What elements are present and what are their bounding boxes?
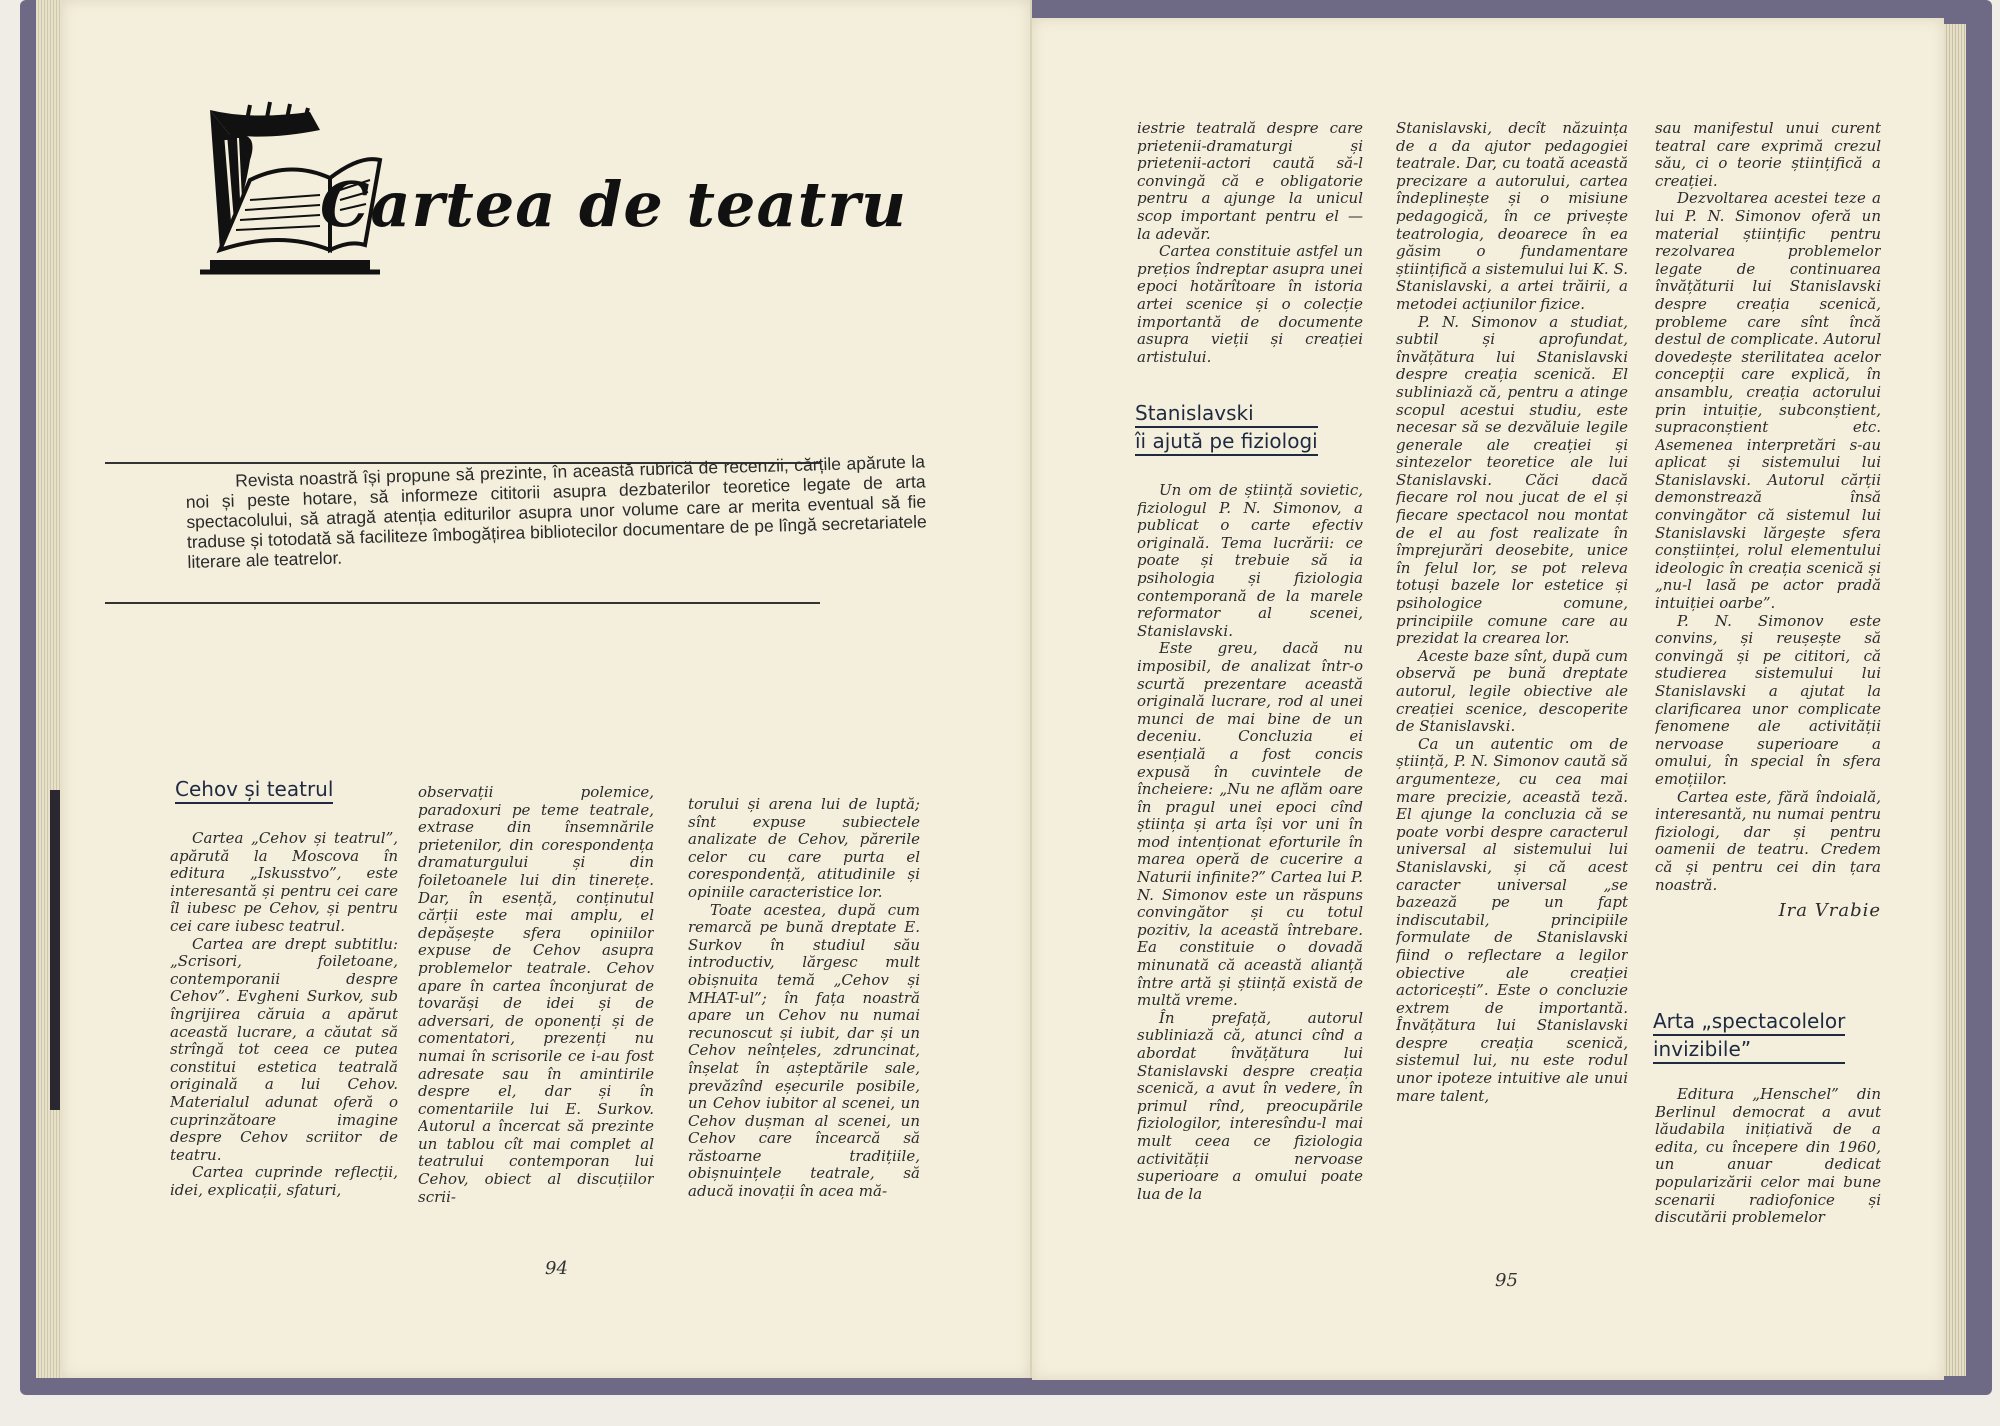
paragraph: Cartea cuprinde reflecții, idei, explicații, sfaturi, [170,1163,398,1199]
paragraph: torului și arena lui de luptă; sînt expuse subiectele analizate de Cehov, părerile celor cu care purta el corespondență, atitudinile și opiniile caracteristice lor. [688,796,920,901]
section-title-arta [1653,1008,1845,1064]
paragraph: Toate acestea, după cum remarcă pe bună dreptate E. Surkov în studiul său introductiv, lărgesc mult obișnuita temă „Cehov și MHAT-ul”; în fața noastră apare un Cehov nu numai recunoscut și iubit, dar și un Cehov neînțeles, zdruncinat, înșelat în așteptările sale, prevăzînd eșecurile posibile, un Cehov iubitor al scenei, un Cehov dușman al scenei, un Cehov care încearcă să răstoarne tradițiile, obișnuințele teatrale, să aducă inovații în acea mă- [688,900,920,1201]
right-column-3-top [1655,120,1881,980]
section-title-stanislavski [1135,400,1318,456]
page-edge-right [1944,24,1966,1376]
left-column-1 [170,830,398,1225]
right-column-2 [1396,120,1628,1242]
paragraph: Este greu, dacă nu imposibil, de analizat într-o scurtă prezentare această originală lucrare, rod al unei munci de mai bine de un deceniu. Concluzia ei esențială a fost concis expusă în cuvintele de încheiere: „Nu ne aflăm oare în pragul unei epoci cînd știința și arta își vor uni în mod intenționat eforturile în marea operă de cucerire a Naturii infinite?” Cartea lui P. N. Simonov este un răspuns convingător și cu totul pozitiv, la această întrebare. Ea constituie o dovadă minunată că această alianță între artă și știință există de multă vreme. [1137,639,1363,1010]
section-title-text: Cehov și teatrul [175,777,334,801]
left-column-3 [688,796,920,1236]
section-title-text: Arta „spectacolelor [1653,1008,1845,1036]
left-column-2 [418,784,654,1229]
page-edge-left [36,0,62,1378]
paragraph: Cartea are drept subtitlu: „Scrisori, foiletoane, contemporanii despre Cehov”. Evgheni Surkov, sub îngrijirea căruia a apărut această lucrare, a căutat să strîngă tot ceea ce putea constitui estetica teatrală originală a lui Cehov. Materialul adunat oferă o cuprinzătoare imagine despre Cehov scriitor de teatru. [170,934,398,1164]
section-title-cehov [175,776,333,804]
paragraph: Cartea este, fără îndoială, interesantă, nu numai pentru fiziologi, dar și pentru oamenii de teatru. Credem că și pentru cei din țara noastră. [1655,787,1881,894]
paragraph: Un om de știință sovietic, fiziologul P. N. Simonov, a publicat o carte efectiv originală. Tema lucrării: ce poate și trebuie să ia psihologia și fiziologia contemporană de la marele reformator al scenei, Stanislavski. [1137,482,1363,640]
paragraph: P. N. Simonov este convins, și reușește să convingă și pe cititori, că studierea sistemului lui Stanislavski a ajutat la clarificarea unor complicate fenomene ale activității nervoase superioare a omului, în special în sfera emoțiilor. [1655,611,1881,788]
paragraph: observații polemice, paradoxuri pe teme teatrale, extrase din însemnările prietenilor, din corespondența dramaturgului și din foiletoanele lui din tinerețe. Dar, în esență, conținutul cărții este mai amplu, el depășește sfera opiniilor expuse de Cehov asupra problemelor teatrale. Cehov apare în cartea înconjurat de tovarăși de idei și de adversari, de oponenți și de comentatori, prezenți nu numai în scrisorile ce i-au fost adresate sau în amintirile despre el, dar și în comentariile lui E. Surkov. Autorul a încercat să prezinte un tablou cît mai complet al teatrului contemporan lui Cehov, obiect al discuțiilor scrii- [418,784,654,1206]
paragraph: În prefață, autorul subliniază că, atunci cînd a abordat învățătura lui Stanislavski despre creația scenică, a avut în vedere, în primul rînd, preocupările fiziologilor, interesîndu-l mai mult ceea ce fiziologia activității nervoase superioare a omului poate lua de la [1137,1008,1363,1203]
paragraph: Editura „Henschel” din Berlinul democrat a avut lăudabila inițiativă de a edita, cu începere din 1960, un anuar dedicat popularizării celor mai bune scenarii radiofonice și discutării problemelor [1655,1086,1881,1227]
right-column-1-bottom [1137,482,1363,1242]
section-title-text: invizibile” [1653,1037,1752,1061]
intro-text: Revista noastră își propune să prezinte, în această rubrică de recenzii, cărțile apărute la noi și peste hotare, să informeze cititorii asupra dezbaterilor teoretice legate de arta spectacolului, să atragă atenția editurilor asupra unor volume care ar merita eventual să fie traduse și totodată să faciliteze îmbogățirea bibliotecilor documentare de pe lîngă secretariatele literare ale teatrelor. [185,451,927,572]
paragraph: Dezvoltarea acestei teze a lui P. N. Simonov oferă un material științific pentru rezolvarea problemelor legate de continuarea învățăturii lui Stanislavski despre creația scenică, probleme care sînt încă destul de complicate. Autorul dovedește sterilitatea acelor concepții care explică, în ansamblu, creația actorului prin intuiție, subconștient, supraconștient etc. Asemenea interpretări s-au aplicat și sistemului lui Stanislavski. Autorul cărții demonstrează însă convingător că sistemul lui Stanislavski lărgește sfera conștiinței, rolul elementului ideologic în creația scenică și „nu-l lasă pe actor pradă intuiției oarbe”. [1655,189,1881,613]
spine-mark [50,790,60,1110]
page-number-left: 94 [545,1258,568,1279]
section-title-text: îi ajută pe fiziologi [1135,429,1318,453]
paragraph: Aceste baze sînt, după cum observă pe bună dreptate autorul, legile obiective ale creației scenice, descoperite de Stanislavski. [1396,646,1628,736]
paragraph: Cartea „Cehov și teatrul”, apărută la Moscova în editura „Iskusstvo”, este interesantă și pentru cei care îl iubesc pe Cehov, și pentru cei care iubesc teatrul. [170,830,398,935]
article-author: Ira Vrabie [1778,900,1881,922]
paragraph: P. N. Simonov a studiat, subtil și aprofundat, învățătura lui Stanislavski despre creația scenică. El subliniază că, pentru a atinge scopul acestui studiu, este necesar să se dezvăluie legile generale ale creației și sintezelor teoretice ale lui Stanislavski. Căci dacă fiecare rol nou jucat de el și fiecare spectacol nou montat de el au fost realizate în împrejurări deosebite, unice în felul lor, se pot releva totuși bazele lor estetice și psihologice comune, principiile comune care au prezidat la crearea lor. [1396,312,1628,648]
intro-paragraph [185,451,928,572]
right-column-3-bottom [1655,1086,1881,1246]
paragraph: Ca un autentic om de știință, P. N. Simonov caută să argumenteze, cu cea mai mare precizie, această teză. El ajunge la concluzia că se poate vorbi despre caracterul universal al sistemului lui Stanislavski, și că acest caracter universal „se bazează pe un fapt indiscutabil, principiile formulate de Stanislavski fiind o reflectare a legilor obiective ale creației actoricești”. Este o concluzie extrem de importantă. Învățătura lui Stanislavski despre creația scenică, sistemul lui, nu este rodul unor ipoteze intuitive ale unui mare talent, [1396,734,1628,1105]
right-column-1-top [1137,120,1363,370]
paragraph: Stanislavski, decît năzuința de a da ajutor pedagogiei teatrale. Dar, cu toată această precizare a autorului, cartea îndeplinește și o misiune pedagogică, în ce privește teatrologia, deoarece în ea găsim o fundamentare științifică a sistemului lui K. S. Stanislavski, a artei trăirii, a metodei acțiunilor fizice. [1396,120,1628,313]
rule-bottom [105,602,820,604]
paragraph: Cartea constituie astfel un prețios îndreptar asupra unei epoci hotărîtoare în istoria artei scenice și o colecție importantă de documente asupra vieții și creației artistului. [1137,242,1363,366]
paragraph: sau manifestul unui curent teatral care exprimă crezul său, ci o teorie științifică a creației. [1655,120,1881,190]
column-title: Cartea de teatru [320,168,908,241]
page-number-right: 95 [1495,1270,1518,1291]
paragraph: iestrie teatrală despre care prietenii-dramaturgi și prietenii-actori caută să-l convingă că e obligatorie pentru a ajunge la unicul scop important pentru el — la adevăr. [1137,120,1363,243]
section-title-text: Stanislavski [1135,400,1318,428]
